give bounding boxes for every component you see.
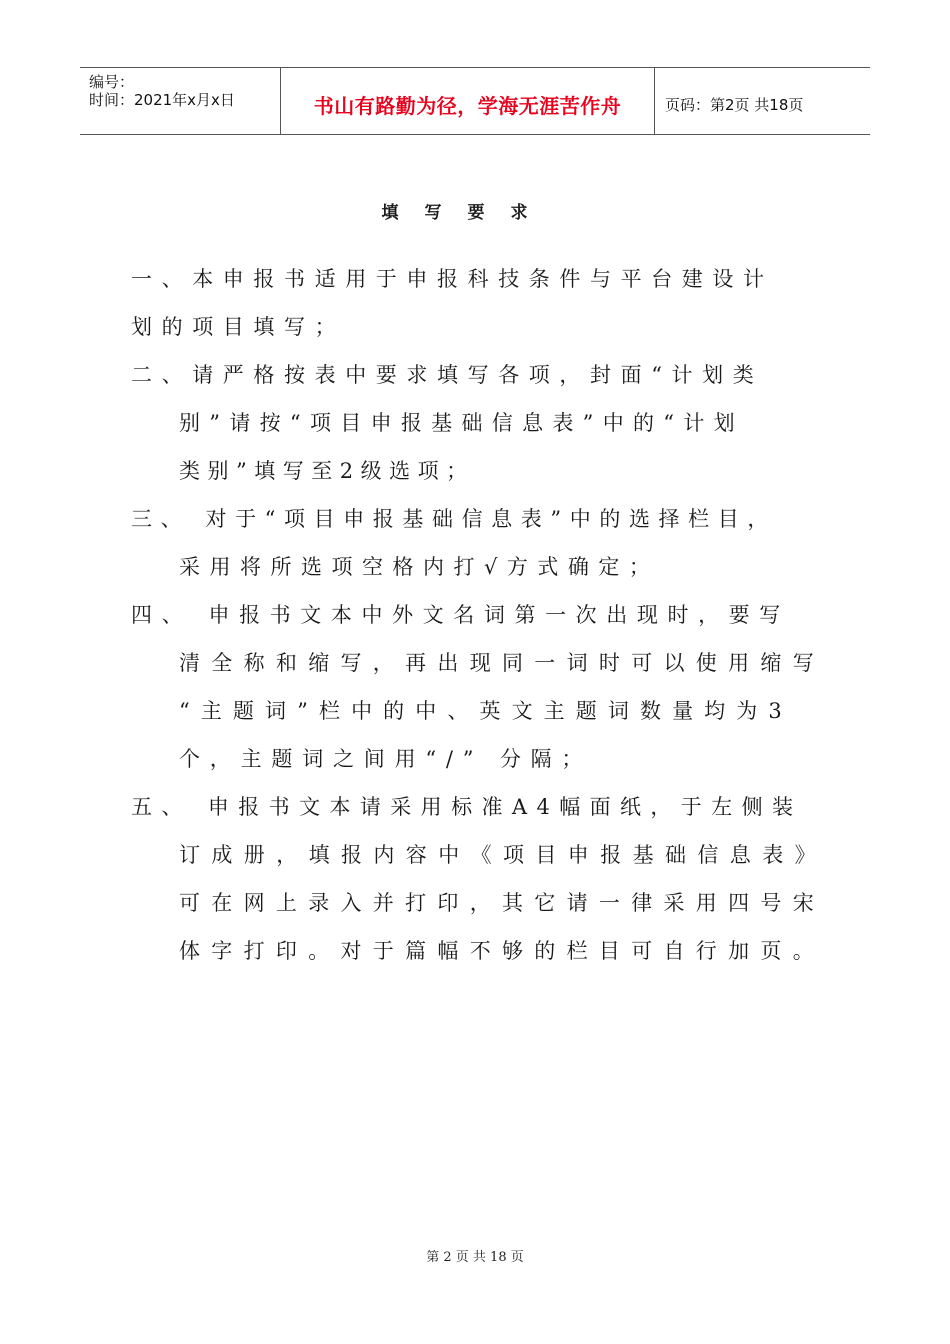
header-page-label: 页码：第2页 共18页 [665, 96, 804, 114]
body-line: 别”请按“项目申报基础信息表”中的“计划 [179, 411, 744, 435]
body-line: “主题词”栏中的中、英文主题词数量均为3 [179, 699, 793, 723]
body-line: 类别”填写至2级选项； [179, 459, 475, 483]
body-line: 三、 对于“项目申报基础信息表”中的选择栏目， [131, 507, 777, 531]
header-divider [654, 68, 655, 134]
body-line: 订成册，填报内容中《项目申报基础信息表》 [179, 843, 827, 867]
document-title: 填写要求 [381, 203, 554, 223]
document-date-label: 时间：2021年x月x日 [89, 91, 235, 109]
page-header [80, 67, 870, 135]
body-line: 可在网上录入并打印，其它请一律采用四号宋 [179, 891, 825, 915]
body-line: 二、请严格按表中要求填写各项，封面“计划类 [131, 363, 764, 387]
body-line: 四、 申报书文本中外文名词第一次出现时，要写 [131, 603, 790, 627]
page-footer: 第 2 页 共 18 页 [426, 1250, 524, 1265]
header-motto: 书山有路勤为径，学海无涯苦作舟 [313, 94, 622, 118]
body-line: 划的项目填写； [131, 315, 346, 339]
body-line: 采用将所选项空格内打√方式确定； [179, 555, 660, 579]
header-meta [89, 73, 235, 109]
document-number-label: 编号： [89, 73, 135, 91]
body-line: 一、本申报书适用于申报科技条件与平台建设计 [131, 267, 774, 291]
body-line: 体字打印。对于篇幅不够的栏目可自行加页。 [179, 939, 825, 963]
body-line: 个，主题词之间用“/” 分隔； [179, 747, 593, 771]
body-line: 五、 申报书文本请采用标准A4幅面纸，于左侧装 [131, 795, 803, 819]
body-line: 清全称和缩写，再出现同一词时可以使用缩写 [179, 651, 825, 675]
